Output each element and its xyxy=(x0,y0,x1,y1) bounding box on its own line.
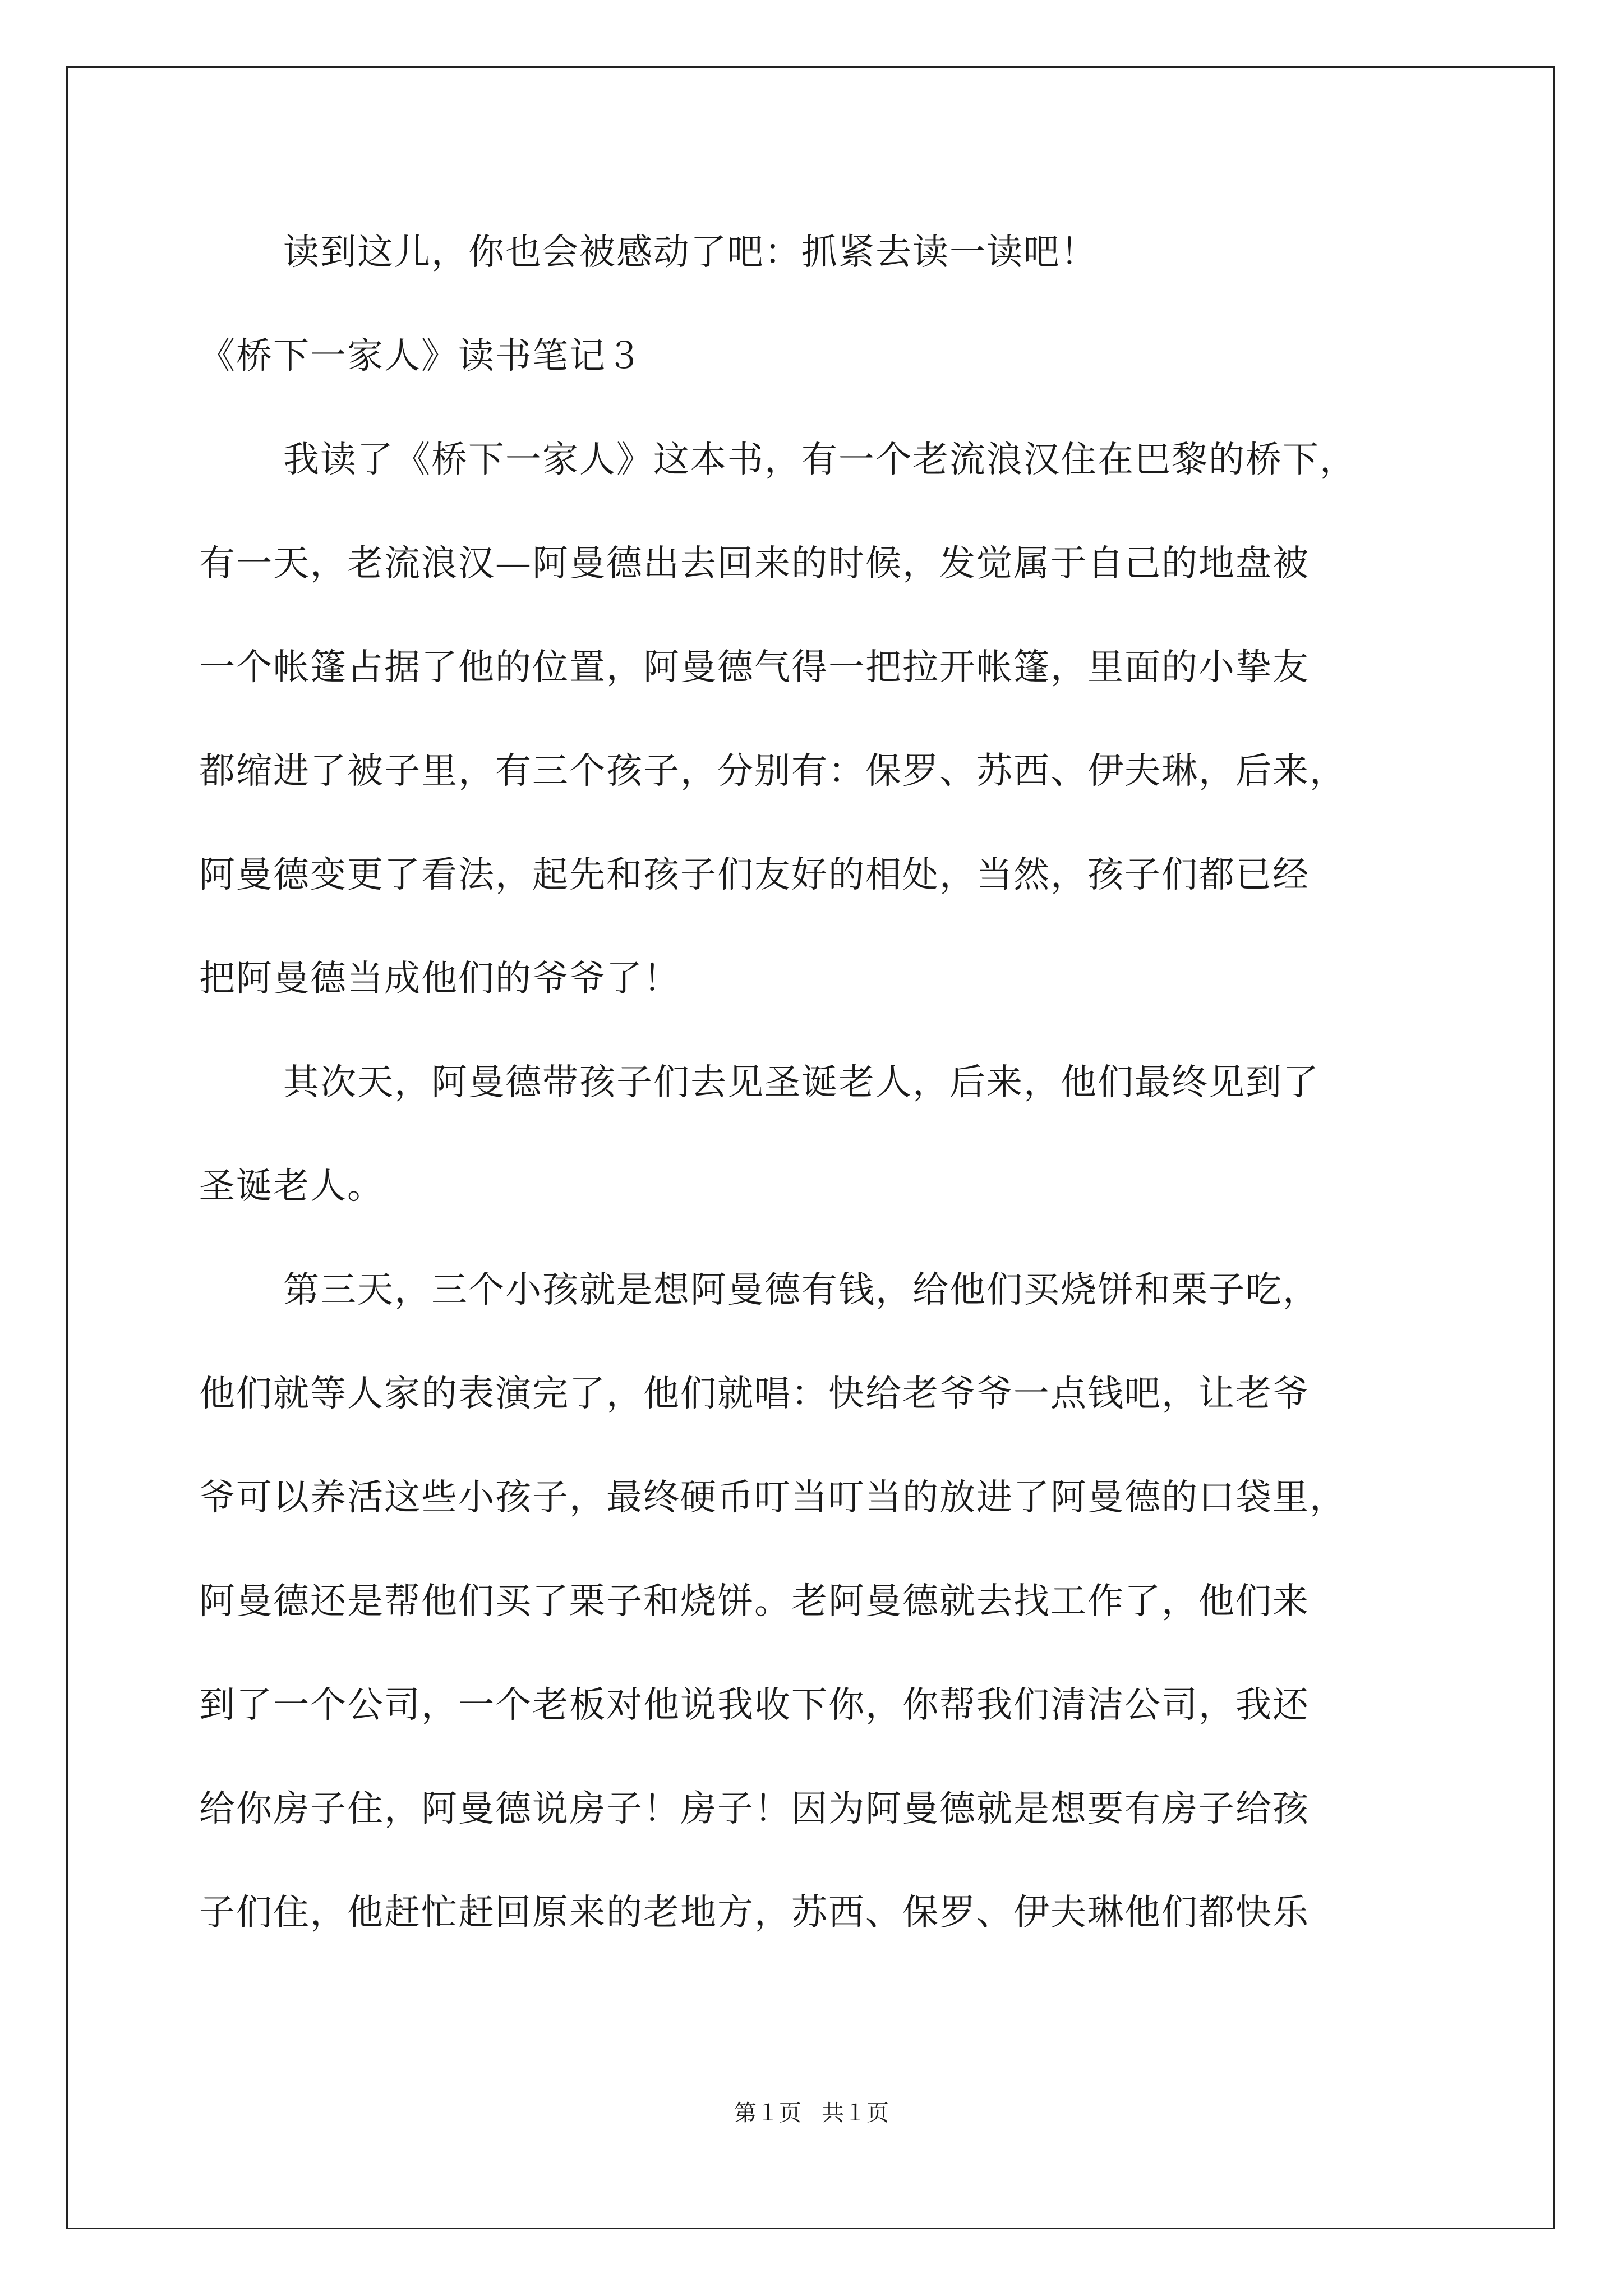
paragraph-line: 都缩进了被子里，有三个孩子，分别有：保罗、苏西、伊夫琳，后来， xyxy=(199,751,1347,792)
page-total: 共１页 xyxy=(822,2100,889,2125)
paragraph-line: 圣诞老人。 xyxy=(199,1166,384,1207)
paragraph-line: 给你房子住，阿曼德说房子！房子！因为阿曼德就是想要有房子给孩 xyxy=(199,1788,1310,1830)
paragraph-line: 子们住，他赶忙赶回原来的老地方，苏西、保罗、伊夫琳他们都快乐 xyxy=(199,1892,1310,1934)
paragraph-line: 爷可以养活这些小孩子，最终硬币叮当叮当的放进了阿曼德的口袋里， xyxy=(199,1477,1347,1519)
paragraph-line: 他们就等人家的表演完了，他们就唱：快给老爷爷一点钱吧，让老爷 xyxy=(199,1373,1310,1415)
paragraph-line: 到了一个公司，一个老板对他说我收下你，你帮我们清洁公司，我还 xyxy=(199,1685,1310,1726)
paragraph-line: 我读了《桥下一家人》这本书，有一个老流浪汉住在巴黎的桥下， xyxy=(283,439,1357,481)
paragraph-line: 有一天，老流浪汉—阿曼德出去回来的时候，发觉属于自己的地盘被 xyxy=(199,543,1310,585)
page-footer xyxy=(0,2099,1623,2127)
paragraph-line: 阿曼德还是帮他们买了栗子和烧饼。老阿曼德就去找工作了，他们来 xyxy=(199,1581,1310,1622)
paragraph-line: 其次天，阿曼德带孩子们去见圣诞老人，后来，他们最终见到了 xyxy=(283,1062,1320,1103)
page-number: 第１页 xyxy=(734,2100,801,2125)
section-heading: 《桥下一家人》读书笔记３ xyxy=(199,335,643,377)
paragraph-line: 读到这儿，你也会被感动了吧：抓紧去读一读吧！ xyxy=(283,232,1098,273)
paragraph-line: 一个帐篷占据了他的位置，阿曼德气得一把拉开帐篷，里面的小挚友 xyxy=(199,647,1310,688)
paragraph-line: 把阿曼德当成他们的爷爷了！ xyxy=(199,958,680,1000)
paragraph-line: 阿曼德变更了看法，起先和孩子们友好的相处，当然，孩子们都已经 xyxy=(199,854,1310,896)
paragraph-line: 第三天，三个小孩就是想阿曼德有钱，给他们买烧饼和栗子吃， xyxy=(283,1269,1320,1311)
